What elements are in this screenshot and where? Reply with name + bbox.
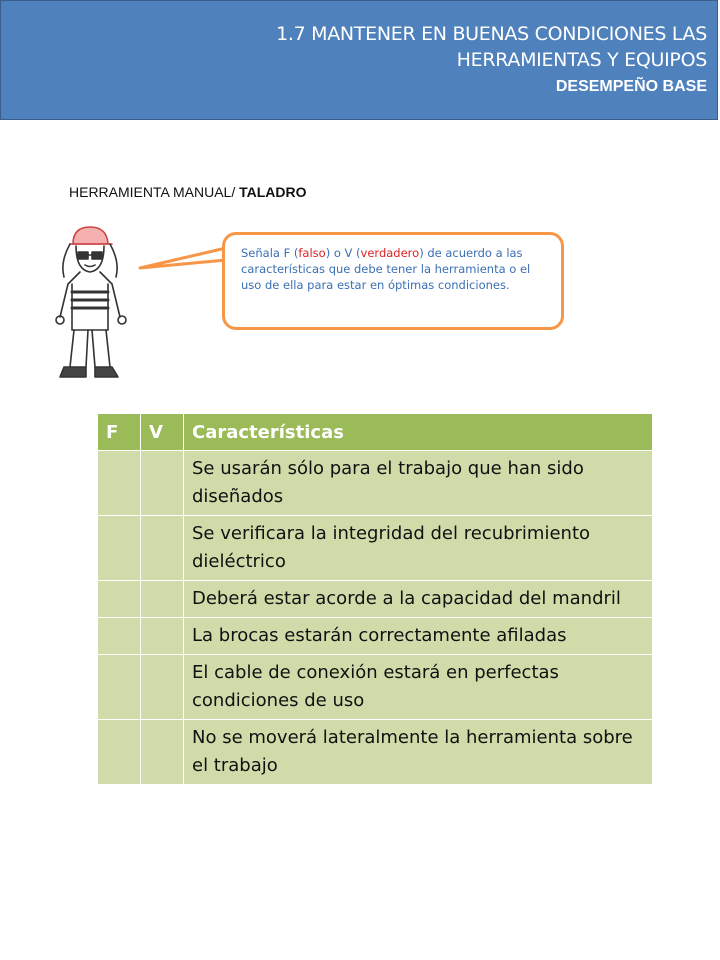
bubble-text-part2: ) o V (: [325, 246, 361, 260]
bubble-text-verdadero: verdadero: [360, 246, 420, 260]
f-answer-cell[interactable]: [98, 451, 141, 516]
table-row: [98, 516, 653, 581]
table-row: [98, 451, 653, 516]
characteristic-text: Deberá estar acorde a la capacidad del mandril: [184, 581, 653, 618]
checklist-table: [97, 413, 653, 785]
table-row: [98, 655, 653, 720]
f-answer-cell[interactable]: [98, 618, 141, 655]
worker-illustration: [40, 222, 140, 387]
header-banner: [0, 0, 718, 120]
characteristic-text: Se verificara la integridad del recubrimiento dieléctrico: [184, 516, 653, 581]
header-title-line1: 1.7 MANTENER EN BUENAS CONDICIONES LAS: [276, 23, 707, 45]
speech-bubble-tail: [138, 246, 228, 272]
f-answer-cell[interactable]: [98, 655, 141, 720]
header-subtitle: DESEMPEÑO BASE: [555, 78, 707, 95]
f-answer-cell[interactable]: [98, 581, 141, 618]
header-caracteristicas: Características: [184, 414, 653, 451]
v-answer-cell[interactable]: [141, 451, 184, 516]
characteristic-text: Se usarán sólo para el trabajo que han sido diseñados: [184, 451, 653, 516]
characteristic-text: No se moverá lateralmente la herramienta sobre el trabajo: [184, 720, 653, 785]
table-header-row: [98, 414, 653, 451]
characteristic-text: El cable de conexión estará en perfectas condiciones de uso: [184, 655, 653, 720]
table-row: [98, 618, 653, 655]
bubble-text-part1: Señala F (: [241, 246, 299, 260]
f-answer-cell[interactable]: [98, 720, 141, 785]
f-answer-cell[interactable]: [98, 516, 141, 581]
bubble-text-part3: ) de acuerdo a las características que debe tener la herramienta o el uso de ella para estar en óptimas condiciones.: [241, 246, 531, 292]
section-title-prefix: HERRAMIENTA MANUAL/: [69, 184, 240, 200]
section-title: [69, 184, 307, 200]
header-title-line2: HERRAMIENTAS Y EQUIPOS: [456, 49, 707, 71]
v-answer-cell[interactable]: [141, 581, 184, 618]
section-title-bold: TALADRO: [239, 184, 307, 200]
table-row: [98, 720, 653, 785]
header-v: V: [141, 414, 184, 451]
v-answer-cell[interactable]: [141, 720, 184, 785]
characteristic-text: La brocas estarán correctamente afiladas: [184, 618, 653, 655]
v-answer-cell[interactable]: [141, 516, 184, 581]
header-f: F: [98, 414, 141, 451]
table-row: [98, 581, 653, 618]
v-answer-cell[interactable]: [141, 655, 184, 720]
instruction-speech-bubble: [222, 232, 564, 330]
v-answer-cell[interactable]: [141, 618, 184, 655]
bubble-text-falso: falso: [298, 246, 326, 260]
